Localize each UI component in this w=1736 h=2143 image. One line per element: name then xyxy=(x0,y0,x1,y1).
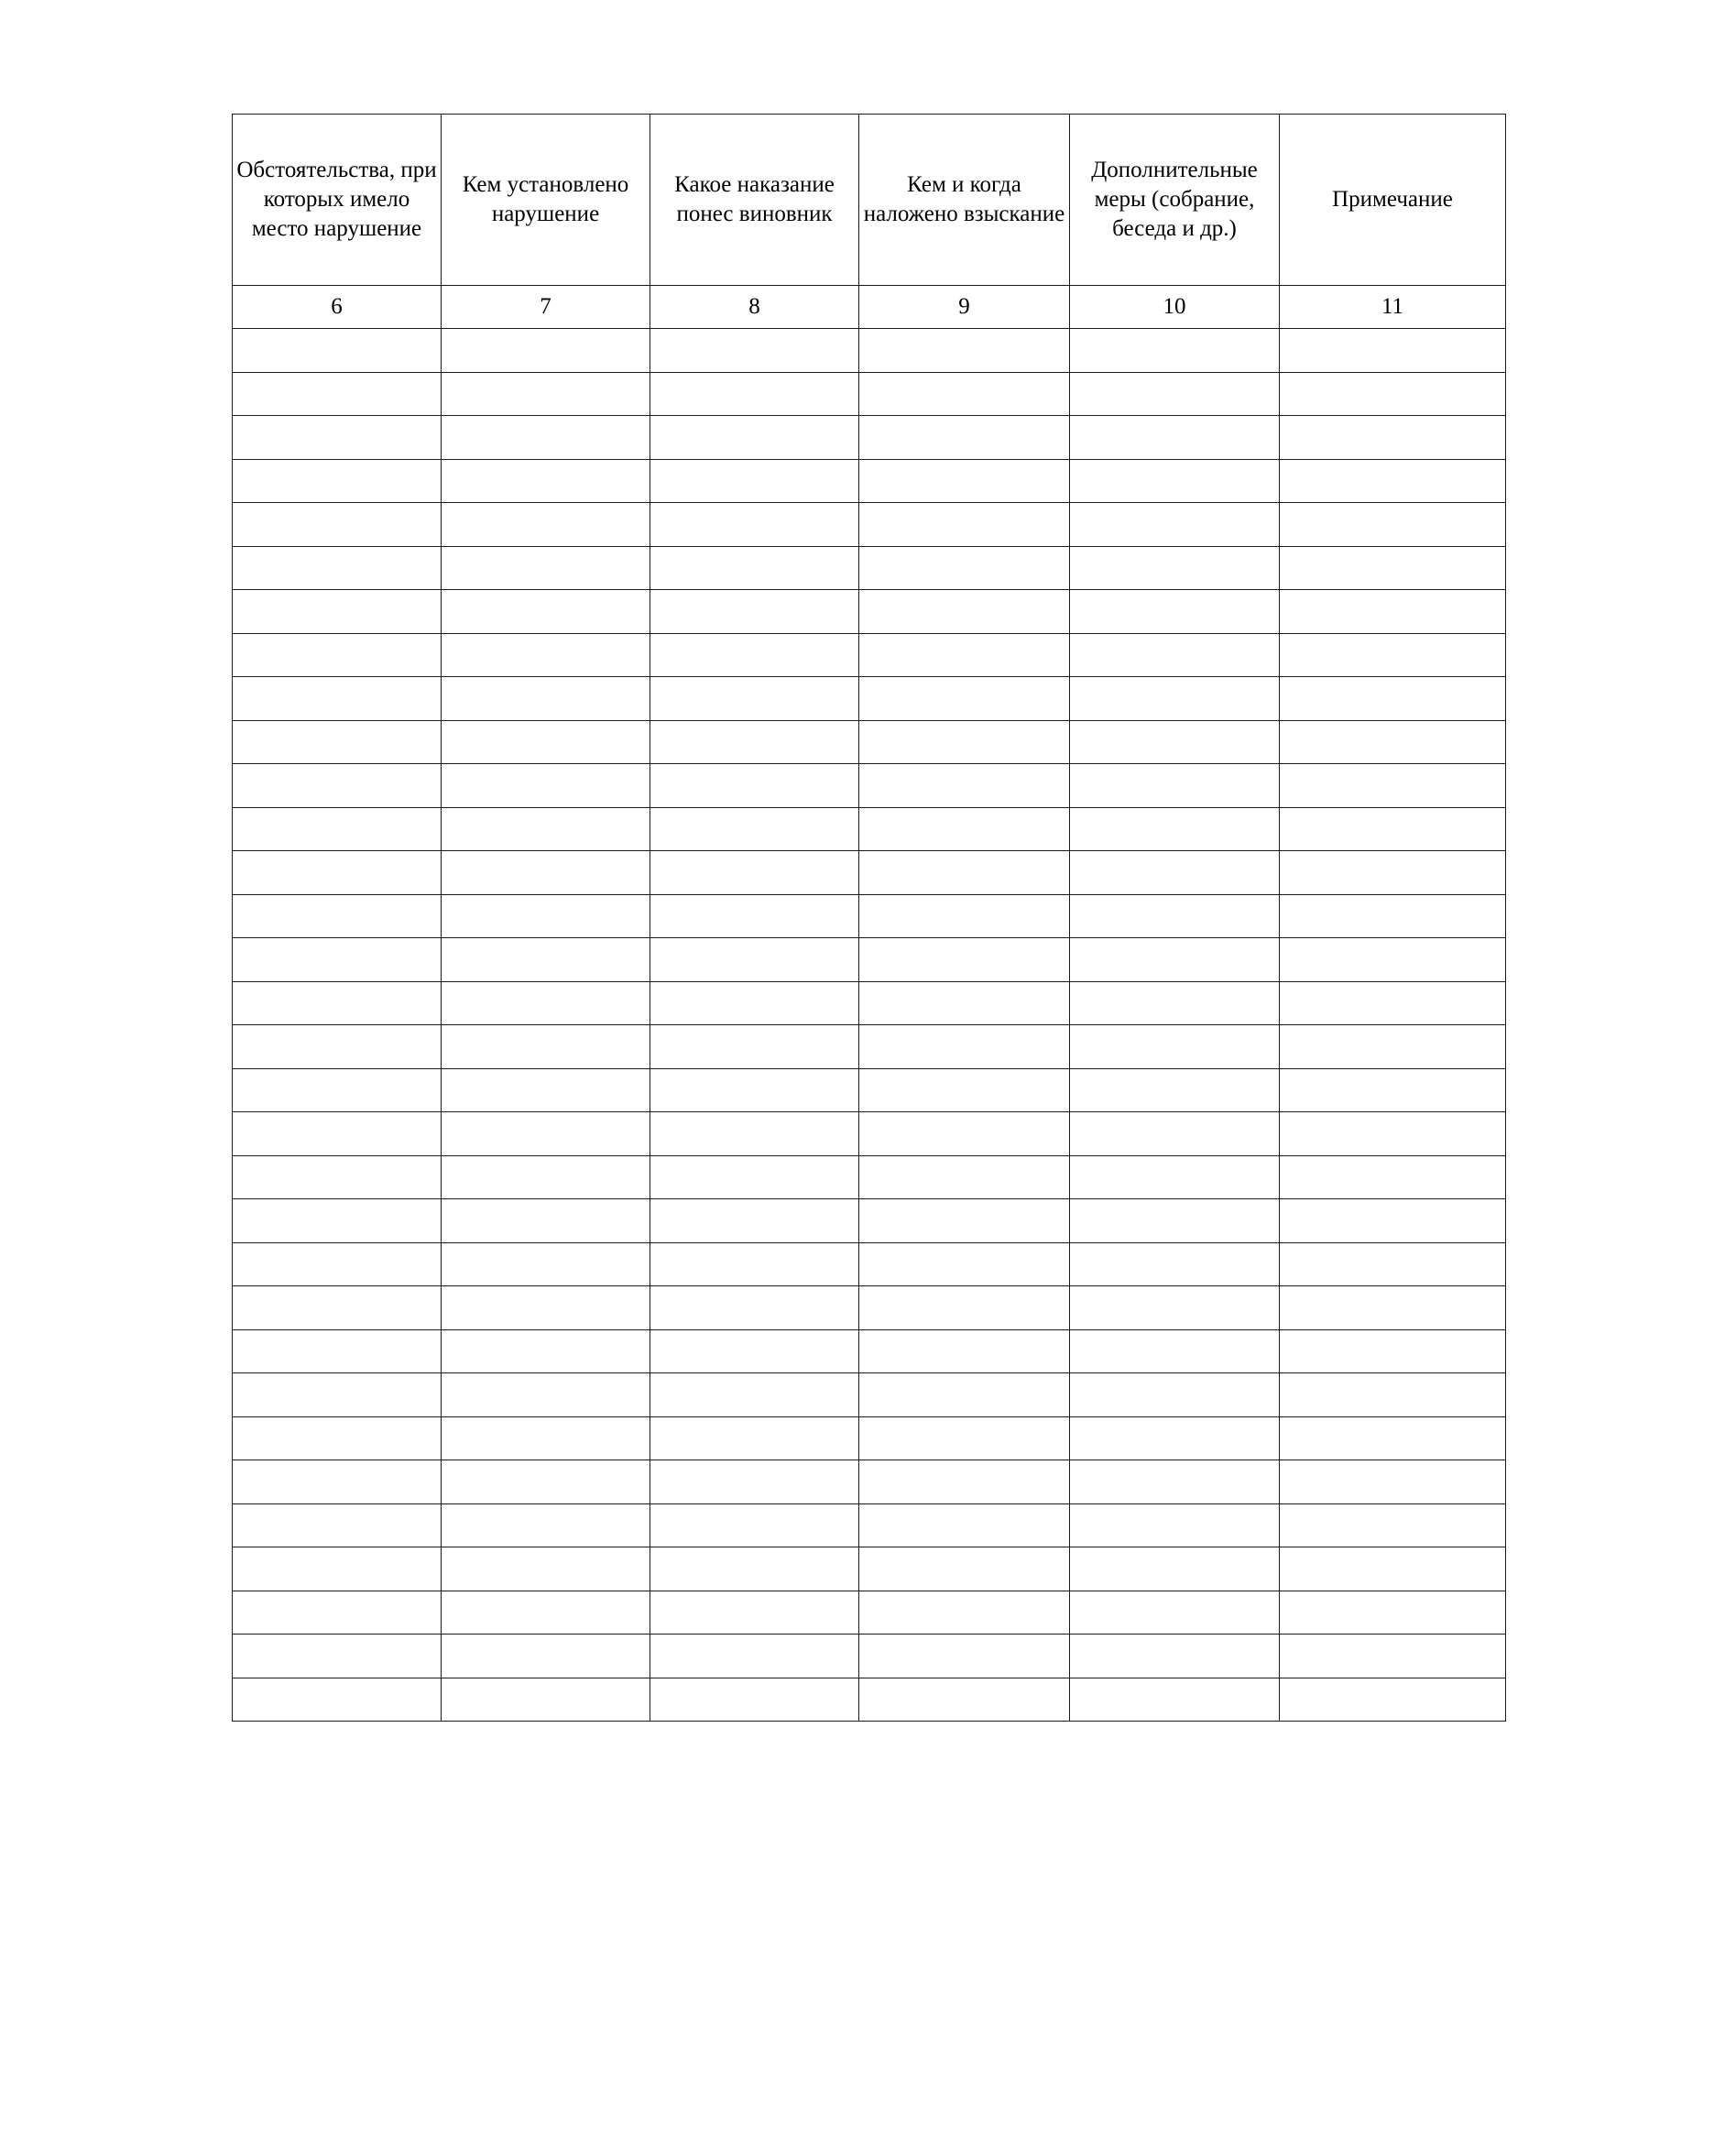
table-cell[interactable] xyxy=(233,1416,442,1460)
table-cell[interactable] xyxy=(650,1068,859,1112)
table-cell[interactable] xyxy=(1280,1635,1506,1678)
table-cell[interactable] xyxy=(442,807,650,851)
column-header-who-established: Кем установлено нарушение xyxy=(442,115,650,286)
table-cell[interactable] xyxy=(1070,677,1280,721)
table-row[interactable] xyxy=(233,1591,1506,1635)
table-cell[interactable] xyxy=(859,503,1070,547)
table-cell[interactable] xyxy=(233,459,442,503)
column-number-8: 8 xyxy=(650,286,859,329)
table-cell[interactable] xyxy=(442,1155,650,1199)
table-cell[interactable] xyxy=(442,677,650,721)
table-cell[interactable] xyxy=(650,807,859,851)
table-cell[interactable] xyxy=(859,1635,1070,1678)
table-cell[interactable] xyxy=(650,720,859,764)
table-cell[interactable] xyxy=(650,1155,859,1199)
table-cell[interactable] xyxy=(1070,938,1280,982)
table-row[interactable] xyxy=(233,938,1506,982)
table-cell[interactable] xyxy=(1070,416,1280,460)
table-cell[interactable] xyxy=(1070,1591,1280,1635)
table-cell[interactable] xyxy=(442,372,650,416)
table-cell[interactable] xyxy=(1070,981,1280,1025)
table-cell[interactable] xyxy=(233,720,442,764)
table-cell[interactable] xyxy=(1070,1199,1280,1243)
table-cell[interactable] xyxy=(859,546,1070,590)
table-cell[interactable] xyxy=(1280,1068,1506,1112)
table-cell[interactable] xyxy=(650,1025,859,1069)
table-row[interactable] xyxy=(233,372,1506,416)
table-cell[interactable] xyxy=(442,1460,650,1504)
table-cell[interactable] xyxy=(1070,459,1280,503)
table-cell[interactable] xyxy=(859,1155,1070,1199)
table-row[interactable] xyxy=(233,1503,1506,1547)
table-row[interactable] xyxy=(233,1373,1506,1417)
table-cell[interactable] xyxy=(442,590,650,634)
table-cell[interactable] xyxy=(1070,329,1280,373)
table-cell[interactable] xyxy=(233,1547,442,1591)
table-cell[interactable] xyxy=(1280,503,1506,547)
table-cell[interactable] xyxy=(859,1286,1070,1330)
table-cell[interactable] xyxy=(859,764,1070,808)
table-cell[interactable] xyxy=(233,1112,442,1156)
table-cell[interactable] xyxy=(1070,1329,1280,1373)
table-cell[interactable] xyxy=(650,1199,859,1243)
table-cell[interactable] xyxy=(233,590,442,634)
table-row[interactable] xyxy=(233,1025,1506,1069)
table-cell[interactable] xyxy=(233,764,442,808)
table-row[interactable] xyxy=(233,894,1506,938)
table-cell[interactable] xyxy=(859,1068,1070,1112)
table-cell[interactable] xyxy=(650,633,859,677)
table-cell[interactable] xyxy=(442,1286,650,1330)
table-cell[interactable] xyxy=(442,1503,650,1547)
table-cell[interactable] xyxy=(650,764,859,808)
table-row[interactable] xyxy=(233,1155,1506,1199)
table-cell[interactable] xyxy=(650,851,859,895)
table-cell[interactable] xyxy=(233,1635,442,1678)
table-row[interactable] xyxy=(233,677,1506,721)
table-row[interactable] xyxy=(233,1199,1506,1243)
table-cell[interactable] xyxy=(1070,590,1280,634)
table-cell[interactable] xyxy=(442,1199,650,1243)
table-cell[interactable] xyxy=(650,329,859,373)
table-row[interactable] xyxy=(233,459,1506,503)
table-cell[interactable] xyxy=(1070,1068,1280,1112)
table-cell[interactable] xyxy=(233,938,442,982)
table-cell[interactable] xyxy=(1280,1155,1506,1199)
column-number-9: 9 xyxy=(859,286,1070,329)
table-cell[interactable] xyxy=(650,938,859,982)
table-cell[interactable] xyxy=(233,1329,442,1373)
table-cell[interactable] xyxy=(233,416,442,460)
table-cell[interactable] xyxy=(233,1199,442,1243)
table-cell[interactable] xyxy=(442,329,650,373)
table-cell[interactable] xyxy=(650,1635,859,1678)
table-cell[interactable] xyxy=(650,1112,859,1156)
column-number-7: 7 xyxy=(442,286,650,329)
table-row[interactable] xyxy=(233,329,1506,373)
table-row[interactable] xyxy=(233,720,1506,764)
table-cell[interactable] xyxy=(1070,1155,1280,1199)
column-header-additional-measures: Дополнительные меры (собрание, беседа и др.) xyxy=(1070,115,1280,286)
table-cell[interactable] xyxy=(650,1242,859,1286)
table-cell[interactable] xyxy=(233,894,442,938)
table-cell[interactable] xyxy=(442,764,650,808)
table-cell[interactable] xyxy=(1070,546,1280,590)
table-cell[interactable] xyxy=(233,503,442,547)
table-cell[interactable] xyxy=(1070,503,1280,547)
table-cell[interactable] xyxy=(650,503,859,547)
table-cell[interactable] xyxy=(1070,1373,1280,1417)
table-cell[interactable] xyxy=(859,372,1070,416)
table-cell[interactable] xyxy=(859,1547,1070,1591)
table-cell[interactable] xyxy=(1280,546,1506,590)
table-cell[interactable] xyxy=(233,1503,442,1547)
table-cell[interactable] xyxy=(442,1025,650,1069)
table-cell[interactable] xyxy=(442,981,650,1025)
table-cell[interactable] xyxy=(442,1242,650,1286)
table-cell[interactable] xyxy=(1280,1286,1506,1330)
table-cell[interactable] xyxy=(859,1242,1070,1286)
table-cell[interactable] xyxy=(859,938,1070,982)
table-cell[interactable] xyxy=(859,416,1070,460)
table-cell[interactable] xyxy=(1070,1416,1280,1460)
table-cell[interactable] xyxy=(233,1373,442,1417)
table-cell[interactable] xyxy=(1070,1635,1280,1678)
table-row[interactable] xyxy=(233,851,1506,895)
table-cell[interactable] xyxy=(442,851,650,895)
table-cell[interactable] xyxy=(650,981,859,1025)
table-cell[interactable] xyxy=(1280,1460,1506,1504)
table-cell[interactable] xyxy=(1070,1242,1280,1286)
table-cell[interactable] xyxy=(859,459,1070,503)
table-cell[interactable] xyxy=(859,1112,1070,1156)
table-cell[interactable] xyxy=(650,1460,859,1504)
column-header-circumstances: Обстоятельства, при которых имело место нарушение xyxy=(233,115,442,286)
column-header-note: Примечание xyxy=(1280,115,1506,286)
table-cell[interactable] xyxy=(1280,1199,1506,1243)
column-number-11: 11 xyxy=(1280,286,1506,329)
table-cell[interactable] xyxy=(442,1068,650,1112)
table-cell[interactable] xyxy=(1280,1242,1506,1286)
table-cell[interactable] xyxy=(1280,372,1506,416)
table-cell[interactable] xyxy=(233,981,442,1025)
table-cell[interactable] xyxy=(859,1678,1070,1722)
table-cell[interactable] xyxy=(650,1591,859,1635)
table-row[interactable] xyxy=(233,764,1506,808)
table-cell[interactable] xyxy=(442,416,650,460)
table-cell[interactable] xyxy=(442,503,650,547)
table-cell[interactable] xyxy=(1070,720,1280,764)
table-cell[interactable] xyxy=(650,546,859,590)
table-cell[interactable] xyxy=(1280,1025,1506,1069)
table-cell[interactable] xyxy=(859,1199,1070,1243)
table-row[interactable] xyxy=(233,807,1506,851)
table-cell[interactable] xyxy=(650,894,859,938)
table-cell[interactable] xyxy=(442,1329,650,1373)
table-row[interactable] xyxy=(233,1678,1506,1722)
table-cell[interactable] xyxy=(650,1503,859,1547)
table-cell[interactable] xyxy=(859,1373,1070,1417)
table-cell[interactable] xyxy=(442,1112,650,1156)
table-cell[interactable] xyxy=(1280,416,1506,460)
column-header-punishment: Какое наказание понес виновник xyxy=(650,115,859,286)
table-cell[interactable] xyxy=(1070,633,1280,677)
table-cell[interactable] xyxy=(233,372,442,416)
table-cell[interactable] xyxy=(1070,1547,1280,1591)
table-cell[interactable] xyxy=(442,546,650,590)
table-cell[interactable] xyxy=(233,677,442,721)
table-cell[interactable] xyxy=(650,1329,859,1373)
table-cell[interactable] xyxy=(1070,851,1280,895)
table-cell[interactable] xyxy=(442,938,650,982)
table-cell[interactable] xyxy=(859,1025,1070,1069)
table-row[interactable] xyxy=(233,1286,1506,1330)
table-cell[interactable] xyxy=(859,807,1070,851)
table-cell[interactable] xyxy=(1070,1112,1280,1156)
table-row[interactable] xyxy=(233,1416,1506,1460)
table-cell[interactable] xyxy=(859,851,1070,895)
table-cell[interactable] xyxy=(233,1068,442,1112)
table-cell[interactable] xyxy=(859,1591,1070,1635)
table-cell[interactable] xyxy=(1280,677,1506,721)
table-row[interactable] xyxy=(233,503,1506,547)
table-cell[interactable] xyxy=(650,416,859,460)
table-cell[interactable] xyxy=(233,1591,442,1635)
table-cell[interactable] xyxy=(1070,1503,1280,1547)
table-cell[interactable] xyxy=(650,1678,859,1722)
table-cell[interactable] xyxy=(859,590,1070,634)
table-cell[interactable] xyxy=(1280,1591,1506,1635)
register-table xyxy=(232,114,1506,1722)
table-cell[interactable] xyxy=(1070,807,1280,851)
table-cell[interactable] xyxy=(1280,1547,1506,1591)
table-row[interactable] xyxy=(233,981,1506,1025)
table-header xyxy=(233,115,1506,329)
table-cell[interactable] xyxy=(233,807,442,851)
table-cell[interactable] xyxy=(859,981,1070,1025)
table-cell[interactable] xyxy=(1070,372,1280,416)
table-cell[interactable] xyxy=(442,459,650,503)
table-cell[interactable] xyxy=(1070,764,1280,808)
table-cell[interactable] xyxy=(859,720,1070,764)
table-cell[interactable] xyxy=(1070,1286,1280,1330)
table-cell[interactable] xyxy=(442,1416,650,1460)
table-cell[interactable] xyxy=(233,329,442,373)
table-cell[interactable] xyxy=(1070,1678,1280,1722)
table-cell[interactable] xyxy=(650,677,859,721)
table-row[interactable] xyxy=(233,1329,1506,1373)
table-cell[interactable] xyxy=(859,1460,1070,1504)
table-cell[interactable] xyxy=(859,677,1070,721)
table-cell[interactable] xyxy=(859,329,1070,373)
table-cell[interactable] xyxy=(442,633,650,677)
table-cell[interactable] xyxy=(1280,1329,1506,1373)
column-number-row xyxy=(233,286,1506,329)
table-cell[interactable] xyxy=(650,1547,859,1591)
table-cell[interactable] xyxy=(1280,807,1506,851)
table-cell[interactable] xyxy=(859,894,1070,938)
table-cell[interactable] xyxy=(859,1416,1070,1460)
table-row[interactable] xyxy=(233,1635,1506,1678)
column-header-who-and-when-imposed: Кем и когда наложено взыскание xyxy=(859,115,1070,286)
table-cell[interactable] xyxy=(859,1329,1070,1373)
table-row[interactable] xyxy=(233,590,1506,634)
table-cell[interactable] xyxy=(1280,1373,1506,1417)
table-cell[interactable] xyxy=(442,1591,650,1635)
table-cell[interactable] xyxy=(1280,590,1506,634)
table-cell[interactable] xyxy=(859,633,1070,677)
table-cell[interactable] xyxy=(1070,894,1280,938)
table-cell[interactable] xyxy=(1280,1416,1506,1460)
table-cell[interactable] xyxy=(1280,938,1506,982)
table-cell[interactable] xyxy=(650,1286,859,1330)
table-cell[interactable] xyxy=(442,1635,650,1678)
table-row[interactable] xyxy=(233,1242,1506,1286)
table-cell[interactable] xyxy=(233,1155,442,1199)
table-cell[interactable] xyxy=(442,1547,650,1591)
table-cell[interactable] xyxy=(650,1373,859,1417)
table-cell[interactable] xyxy=(650,590,859,634)
table-row[interactable] xyxy=(233,633,1506,677)
table-cell[interactable] xyxy=(1070,1025,1280,1069)
table-cell[interactable] xyxy=(1280,720,1506,764)
table-cell[interactable] xyxy=(233,1025,442,1069)
table-cell[interactable] xyxy=(233,1460,442,1504)
table-cell[interactable] xyxy=(650,372,859,416)
table-cell[interactable] xyxy=(233,851,442,895)
table-cell[interactable] xyxy=(650,459,859,503)
table-cell[interactable] xyxy=(233,1678,442,1722)
table-cell[interactable] xyxy=(1280,329,1506,373)
table-row[interactable] xyxy=(233,416,1506,460)
table-cell[interactable] xyxy=(1280,1678,1506,1722)
table-cell[interactable] xyxy=(233,633,442,677)
table-cell[interactable] xyxy=(442,1678,650,1722)
table-cell[interactable] xyxy=(859,1503,1070,1547)
table-cell[interactable] xyxy=(233,1286,442,1330)
table-cell[interactable] xyxy=(1070,1460,1280,1504)
table-cell[interactable] xyxy=(442,720,650,764)
header-row xyxy=(233,115,1506,286)
table-row[interactable] xyxy=(233,1068,1506,1112)
table-cell[interactable] xyxy=(442,894,650,938)
table-row[interactable] xyxy=(233,546,1506,590)
table-row[interactable] xyxy=(233,1112,1506,1156)
table-cell[interactable] xyxy=(233,1242,442,1286)
table-cell[interactable] xyxy=(442,1373,650,1417)
table-row[interactable] xyxy=(233,1460,1506,1504)
table-body xyxy=(233,329,1506,1722)
register-table-container xyxy=(232,114,1505,1722)
column-number-6: 6 xyxy=(233,286,442,329)
table-cell[interactable] xyxy=(650,1416,859,1460)
table-cell[interactable] xyxy=(233,546,442,590)
table-cell[interactable] xyxy=(1280,981,1506,1025)
table-cell[interactable] xyxy=(1280,1112,1506,1156)
table-cell[interactable] xyxy=(1280,894,1506,938)
table-row[interactable] xyxy=(233,1547,1506,1591)
table-cell[interactable] xyxy=(1280,633,1506,677)
table-cell[interactable] xyxy=(1280,459,1506,503)
column-number-10: 10 xyxy=(1070,286,1280,329)
table-cell[interactable] xyxy=(1280,764,1506,808)
table-cell[interactable] xyxy=(1280,1503,1506,1547)
table-cell[interactable] xyxy=(1280,851,1506,895)
